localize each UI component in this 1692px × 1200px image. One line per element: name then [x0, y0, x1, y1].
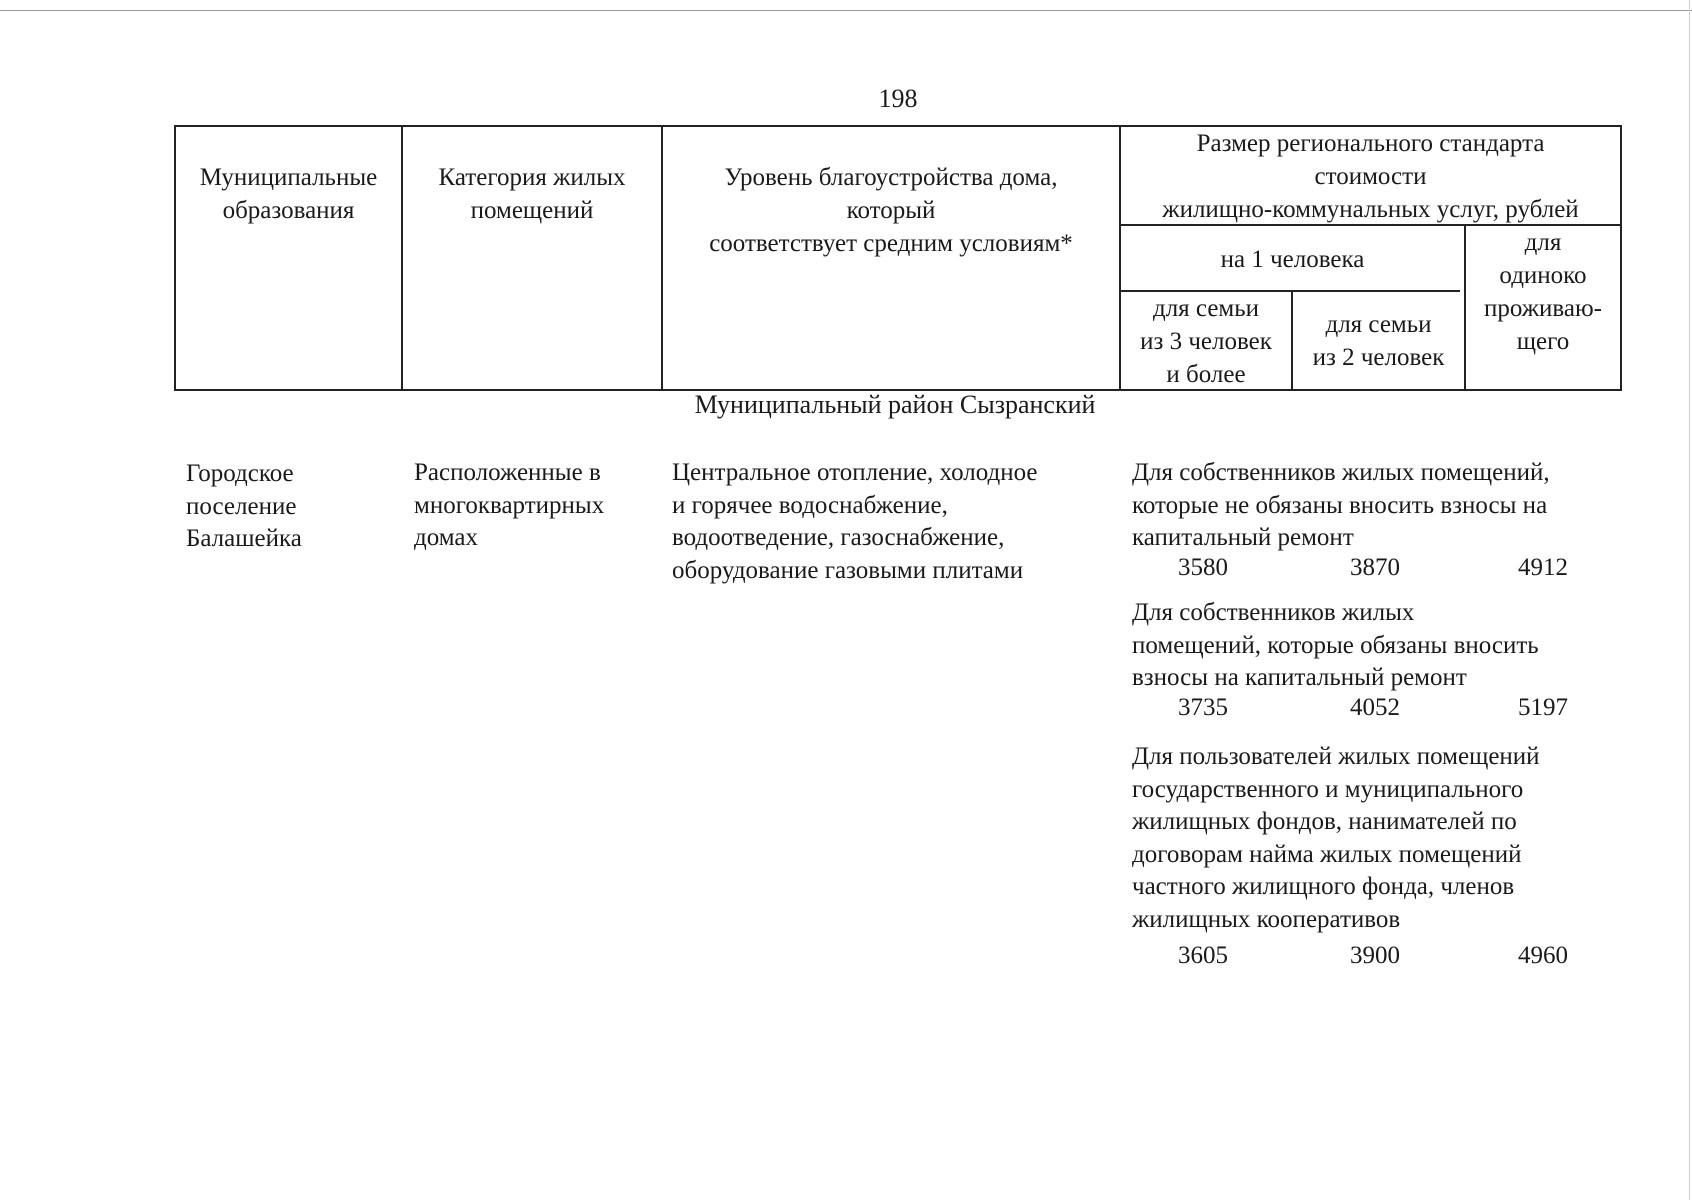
group-2-value-single: 5197 [1518, 694, 1568, 721]
scan-edge-right [1689, 0, 1690, 1200]
header-single-resident: для одиноко проживаю- щего [1484, 229, 1602, 355]
housing-category: Расположенные в многоквартирных домах [414, 459, 605, 551]
group-1-value-family-2: 3870 [1350, 554, 1400, 581]
section-title: Муниципальный район Сызранский [694, 390, 1096, 419]
group-2-value-family-2: 4052 [1350, 694, 1400, 721]
group-2-label: Для собственников жилых помещений, которые обязаны вносить взносы на капитальный ремонт [1132, 599, 1539, 691]
group-3-value-family-2: 3900 [1350, 942, 1400, 969]
header-standard-size: Размер регионального стандарта стоимости жилищно-коммунальных услуг, рублей [1162, 130, 1579, 223]
municipality-name: Городское поселение Балашейка [186, 460, 302, 552]
group-1-label: Для собственников жилых помещений, которые не обязаны вносить взносы на капитальный ремонт [1132, 459, 1550, 551]
group-1-value-family-3: 3580 [1178, 554, 1228, 581]
group-2-value-family-3: 3735 [1178, 694, 1228, 721]
header-family-2: для семьи из 2 человек [1312, 311, 1445, 371]
header-right-border [1620, 125, 1622, 391]
group-1-value-single: 4912 [1518, 554, 1568, 581]
header-improvement-level: Уровень благоустройства дома, который соответствует средним условиям* [709, 164, 1073, 257]
header-municipalities: Муниципальные образования [199, 164, 378, 224]
scan-edge-top [0, 10, 1692, 11]
improvement-level: Центральное отопление, холодное и горячее водоснабжение, водоотведение, газоснабжение, оборудование газовыми плитами [672, 459, 1038, 584]
page-number: 198 [878, 84, 918, 113]
header-category: Категория жилых помещений [438, 164, 626, 224]
group-3-value-single: 4960 [1518, 942, 1568, 969]
table-header [174, 125, 1622, 391]
header-per-person: на 1 человека [1220, 246, 1365, 273]
group-3-value-family-3: 3605 [1178, 942, 1228, 969]
group-3-label: Для пользователей жилых помещений государственного и муниципального жилищных фондов, нанимателей по договорам найма жилых помещений частного жилищного фонда, членов жилищных кооперативов [1132, 743, 1540, 933]
header-family-3: для семьи из 3 человек и более [1140, 295, 1272, 388]
